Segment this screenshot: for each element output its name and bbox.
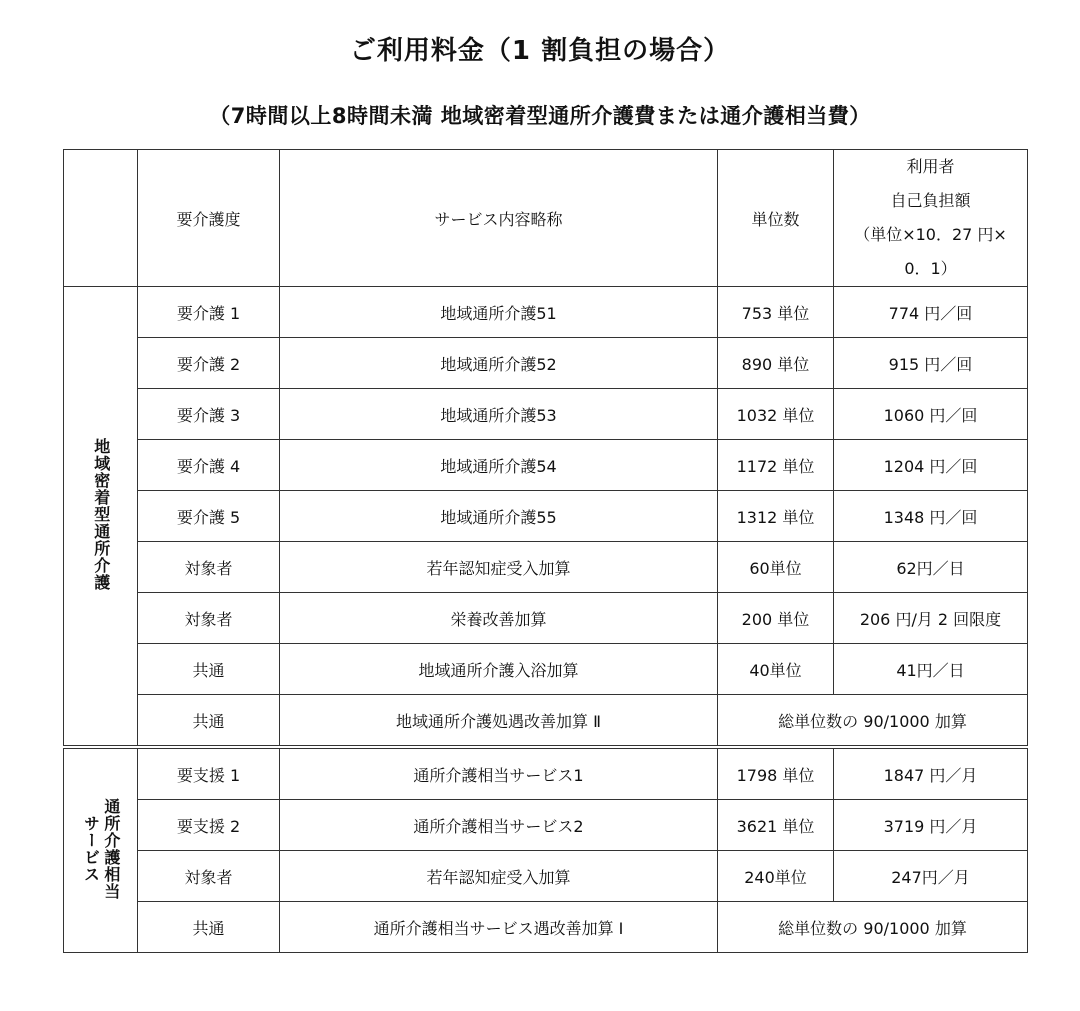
header-units: 単位数 xyxy=(718,150,834,287)
cell-care-level: 対象者 xyxy=(138,851,280,902)
header-fee-line: 自己負担額 xyxy=(890,191,971,210)
cell-service: 通所介護相当サービス1 xyxy=(280,747,718,800)
cell-service: 地域通所介護54 xyxy=(280,440,718,491)
cell-units: 1798 単位 xyxy=(718,747,834,800)
group-label-line: サービス xyxy=(81,814,101,883)
cell-fee: 1348 円／回 xyxy=(834,491,1028,542)
cell-fee: 247円／月 xyxy=(834,851,1028,902)
table-row xyxy=(64,389,1028,440)
cell-service: 栄養改善加算 xyxy=(280,593,718,644)
cell-service: 地域通所介護53 xyxy=(280,389,718,440)
table-row xyxy=(64,747,1028,800)
cell-care-level: 要支援 1 xyxy=(138,747,280,800)
table-row xyxy=(64,338,1028,389)
cell-units: 60単位 xyxy=(718,542,834,593)
table-row xyxy=(64,800,1028,851)
cell-care-level: 要介護 4 xyxy=(138,440,280,491)
cell-units: 890 単位 xyxy=(718,338,834,389)
cell-service: 地域通所介護処遇改善加算 Ⅱ xyxy=(280,695,718,748)
cell-units: 1032 単位 xyxy=(718,389,834,440)
cell-service: 地域通所介護入浴加算 xyxy=(280,644,718,695)
cell-combined: 総単位数の 90/1000 加算 xyxy=(718,902,1028,953)
group-label-equivalent xyxy=(64,747,138,953)
cell-units: 753 単位 xyxy=(718,287,834,338)
cell-care-level: 要支援 2 xyxy=(138,800,280,851)
header-fee-line: 0．1） xyxy=(904,259,957,278)
header-care-level: 要介護度 xyxy=(138,150,280,287)
cell-service: 地域通所介護51 xyxy=(280,287,718,338)
table-row xyxy=(64,851,1028,902)
cell-care-level: 要介護 2 xyxy=(138,338,280,389)
page-title: ご利用料金（1 割負担の場合） xyxy=(349,36,731,66)
cell-fee: 774 円／回 xyxy=(834,287,1028,338)
group-label-line: 通所介護相当 xyxy=(101,797,121,900)
table-header-row xyxy=(64,150,1028,287)
cell-service: 通所介護相当サービス2 xyxy=(280,800,718,851)
cell-care-level: 要介護 1 xyxy=(138,287,280,338)
header-fee-line: （単位×10．27 円× xyxy=(854,225,1007,244)
cell-fee: 206 円/月 2 回限度 xyxy=(834,593,1028,644)
cell-units: 240単位 xyxy=(718,851,834,902)
cell-service: 通所介護相当サービス遇改善加算 Ⅰ xyxy=(280,902,718,953)
cell-fee: 62円／日 xyxy=(834,542,1028,593)
cell-fee: 3719 円／月 xyxy=(834,800,1028,851)
cell-care-level: 共通 xyxy=(138,644,280,695)
cell-units: 3621 単位 xyxy=(718,800,834,851)
cell-combined: 総単位数の 90/1000 加算 xyxy=(718,695,1028,748)
header-fee xyxy=(834,150,1028,287)
cell-service: 若年認知症受入加算 xyxy=(280,542,718,593)
group-label-community: 地域密着型通所介護 xyxy=(64,287,138,748)
table-row xyxy=(64,593,1028,644)
cell-care-level: 共通 xyxy=(138,695,280,748)
cell-fee: 1060 円／回 xyxy=(834,389,1028,440)
table-row xyxy=(64,440,1028,491)
table-row xyxy=(64,542,1028,593)
cell-units: 40単位 xyxy=(718,644,834,695)
table-row xyxy=(64,287,1028,338)
cell-units: 1172 単位 xyxy=(718,440,834,491)
cell-service: 地域通所介護52 xyxy=(280,338,718,389)
header-fee-line: 利用者 xyxy=(906,157,955,176)
table-row xyxy=(64,695,1028,748)
page-subtitle: （7時間以上8時間未満 地域密着型通所介護費または通介護相当費） xyxy=(209,104,871,128)
cell-fee: 1204 円／回 xyxy=(834,440,1028,491)
cell-units: 200 単位 xyxy=(718,593,834,644)
header-service: サービス内容略称 xyxy=(280,150,718,287)
cell-service: 若年認知症受入加算 xyxy=(280,851,718,902)
header-blank-cell xyxy=(64,150,138,287)
cell-care-level: 対象者 xyxy=(138,593,280,644)
cell-care-level: 対象者 xyxy=(138,542,280,593)
cell-care-level: 共通 xyxy=(138,902,280,953)
cell-care-level: 要介護 5 xyxy=(138,491,280,542)
table-row xyxy=(64,491,1028,542)
cell-fee: 41円／日 xyxy=(834,644,1028,695)
cell-fee: 1847 円／月 xyxy=(834,747,1028,800)
cell-service: 地域通所介護55 xyxy=(280,491,718,542)
fee-table xyxy=(63,149,1028,953)
table-row xyxy=(64,644,1028,695)
cell-units: 1312 単位 xyxy=(718,491,834,542)
cell-fee: 915 円／回 xyxy=(834,338,1028,389)
cell-care-level: 要介護 3 xyxy=(138,389,280,440)
table-row xyxy=(64,902,1028,953)
